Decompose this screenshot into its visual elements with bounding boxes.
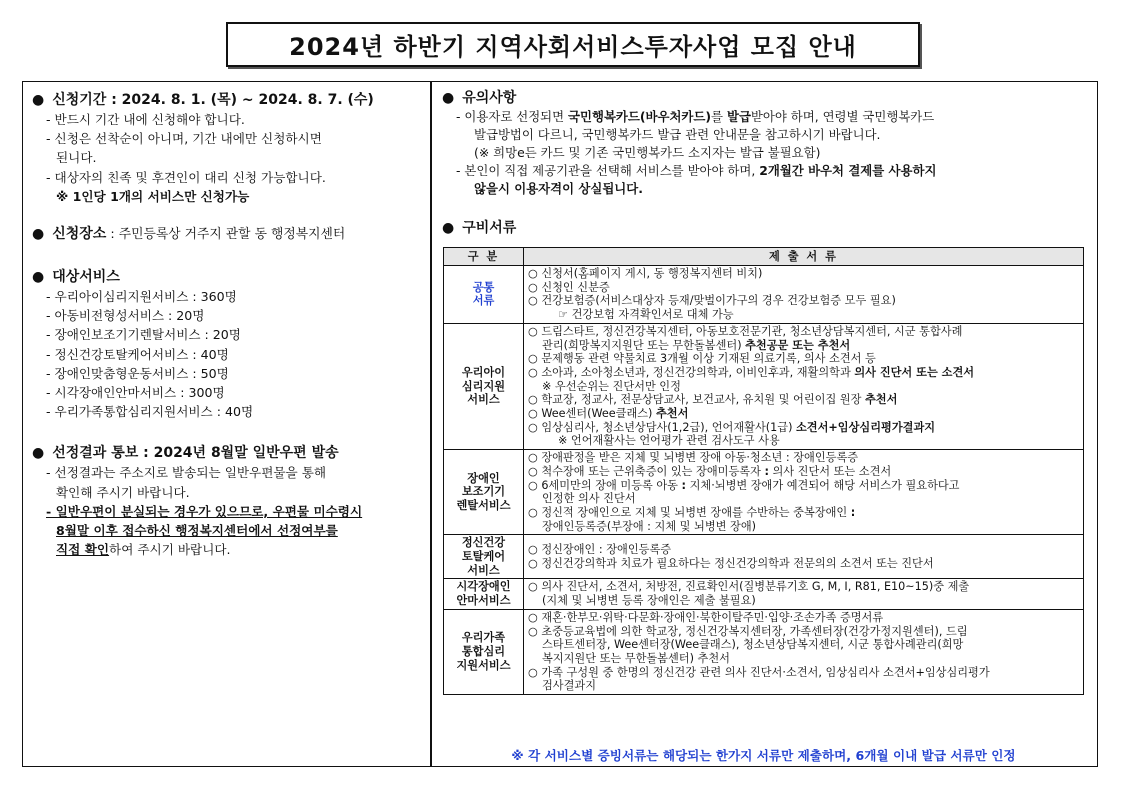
category-rental: 장애인 보조기기 렌탈서비스 <box>444 450 524 535</box>
place-heading: ● 신청장소 : 주민등록상 거주지 관할 동 행정복지센터 <box>32 226 346 243</box>
service-item: - 시각장애인안마서비스 : 300명 <box>46 385 225 401</box>
service-item: - 우리가족통합심리지원서비스 : 40명 <box>46 404 254 420</box>
period-note: ※ 1인당 1개의 서비스만 신청가능 <box>56 188 250 204</box>
header-documents: 제 출 서 류 <box>524 248 1084 266</box>
bullet-icon: ● <box>32 445 45 462</box>
period-line: - 대상자의 친족 및 후견인이 대리 신청 가능합니다. <box>46 169 326 185</box>
column-divider <box>430 81 432 767</box>
table-row <box>444 323 1084 449</box>
documents-family: ○ 재혼·한부모·위탁·다문화·장애인·북한이탈주민·입양·조손가족 증명서류 ○ 초중등교육법에 의한 학교장, 정신건강복지센터장, 가족센터장(건강가정지원센터), 드림 스타트센터장, Wee센터장(Wee클래스), 청소년상담복지센터, 시군 통합사례관리(희망 복지지원단 또는 무한돌봄센터) 추천서 ○ 가족 구성원 중 한명의 정신건강 관련 의사 진단서·소견서, 임상심리사 소견서+임상심리평가 검사결과지 <box>524 609 1084 694</box>
documents-child: ○ 드림스타트, 정신건강복지센터, 아동보호전문기관, 청소년상담복지센터, 시군 통합사례 관리(희망복지지원단 또는 무한돌봄센터) 추천공문 또는 추천서 ○ 문제행동 관련 약물치료 3개월 이상 기재된 의료기록, 의사 소견서 등 ○ 소아과, 소아청소년과, 정신건강의학과, 이비인후과, 재활의학과 의사 진단서 또는 소견서 ※ 우선순위는 진단서만 인정 ○ 학교장, 정교사, 전문상담교사, 보건교사, 유치원 및 어린이집 원장 추천서 ○ Wee센터(Wee클래스) 추천서 ○ 임상심리사, 청소년상담사(1,2급), 언어재활사(1급) 소견서+임상심리평가결과지 ※ 언어재활사는 언어평가 관련 검사도구 사용 <box>524 323 1084 449</box>
service-item: - 정신건강토탈케어서비스 : 40명 <box>46 346 229 362</box>
documents-footnote: ※ 각 서비스별 증빙서류는 해당되는 한가지 서류만 제출하며, 6개월 이내 발급 서류만 인정 <box>511 748 1016 763</box>
caution-heading: ● 유의사항 <box>442 90 517 106</box>
caution-line: - 이용자로 선정되면 국민행복카드(바우처카드)를 발급받아야 하며, 연령별 국민행복카드 <box>456 109 935 124</box>
result-heading: ● 선정결과 통보 : 2024년 8월말 일반우편 발송 <box>32 445 339 462</box>
service-item: - 아동비전형성서비스 : 20명 <box>46 308 205 324</box>
table-row <box>444 535 1084 579</box>
category-family: 우리가족 통합심리 지원서비스 <box>444 609 524 694</box>
documents-common: ○ 신청서(홈페이지 게시, 동 행정복지센터 비치) ○ 신청인 신분증 ○ 건강보험증(서비스대상자 등재/맞벌이가구의 경우 건강보험증 모두 필요) ☞ 건강보험 자격확인서로 대체 가능 <box>524 266 1084 324</box>
table-header-row <box>444 248 1084 266</box>
right-column <box>442 88 1090 238</box>
period-line: 된니다. <box>56 150 97 166</box>
documents-mental: ○ 정신장애인 : 장애인등록증 ○ 정신건강의학과 치료가 필요하다는 정신건강의학과 전문의의 소견서 또는 진단서 <box>524 535 1084 579</box>
result-warning: - 일반우편이 분실되는 경우가 있으므로, 우편물 미수령시 <box>46 503 363 519</box>
caution-line: 발급방법이 다르니, 국민행복카드 발급 관련 안내문을 참고하시기 바랍니다. <box>474 127 881 142</box>
category-common: 공통 서류 <box>444 266 524 324</box>
result-warning: 8월말 이후 접수하신 행정복지센터에서 선정여부를 <box>56 523 338 539</box>
bullet-icon: ● <box>442 220 455 236</box>
bullet-icon: ● <box>442 90 455 106</box>
bullet-icon: ● <box>32 269 45 286</box>
page-title: 2024년 하반기 지역사회서비스투자사업 모집 안내 <box>289 33 857 61</box>
table-row <box>444 450 1084 535</box>
service-item: - 장애인맞춤형운동서비스 : 50명 <box>46 365 229 381</box>
period-line: - 반드시 기간 내에 신청해야 합니다. <box>46 112 245 127</box>
period-heading: ● 신청기간 : 2024. 8. 1. (목) ~ 2024. 8. 7. (수) <box>32 92 374 108</box>
services-heading: ● 대상서비스 <box>32 269 120 286</box>
period-line: - 신청은 선착순이 아니며, 기간 내에만 신청하시면 <box>46 131 322 147</box>
bullet-icon: ● <box>32 92 45 108</box>
documents-rental: ○ 장애판정을 받은 지체 및 뇌병변 장애 아동·청소년 : 장애인등록증 ○ 척수장애 또는 근위축증이 있는 장애미등록자 : 의사 진단서 또는 소견서 ○ 6세미만의 장애 미등록 아동 : 지체·뇌병변 장애가 예견되어 해당 서비스가 필요하다고 인정한 의사 진단서 ○ 정신적 장애인으로 지체 및 뇌병변 장애를 수반하는 중복장애인 : 장애인등록증(부장애 : 지체 및 뇌병변 장애) <box>524 450 1084 535</box>
service-item: - 우리아이심리지원서비스 : 360명 <box>46 289 237 305</box>
caution-line: (※ 희망e든 카드 및 기존 국민행복카드 소지자는 발급 불필요함) <box>474 145 821 160</box>
caution-line: - 본인이 직접 제공기관을 선택해 서비스를 받아야 하며, 2개월간 바우처 결제를 사용하지 <box>456 163 937 178</box>
documents-table <box>443 247 1084 695</box>
table-row <box>444 266 1084 324</box>
category-massage: 시각장애인 안마서비스 <box>444 579 524 609</box>
header-category: 구 분 <box>444 248 524 266</box>
documents-massage: ○ 의사 진단서, 소견서, 처방전, 진료확인서(질병분류기호 G, M, I, R81, E10~15)중 제출 (지체 및 뇌병변 등록 장애인은 제출 불필요) <box>524 579 1084 609</box>
left-column <box>32 90 426 559</box>
result-warning: 직접 확인하여 주시기 바랍니다. <box>56 542 231 558</box>
caution-line: 않을시 이용자격이 상실됩니다. <box>474 181 643 196</box>
result-line: 확인해 주시기 바랍니다. <box>56 484 190 500</box>
category-mental: 정신건강 토탈케어 서비스 <box>444 535 524 579</box>
result-line: - 선정결과는 주소지로 발송되는 일반우편물을 통해 <box>46 465 327 481</box>
service-item: - 장애인보조기기렌탈서비스 : 20명 <box>46 327 241 343</box>
page-title-box <box>226 22 920 67</box>
table-row <box>444 579 1084 609</box>
docs-heading: ● 구비서류 <box>442 220 517 236</box>
bullet-icon: ● <box>32 226 45 243</box>
category-child: 우리아이 심리지원 서비스 <box>444 323 524 449</box>
table-row <box>444 609 1084 694</box>
